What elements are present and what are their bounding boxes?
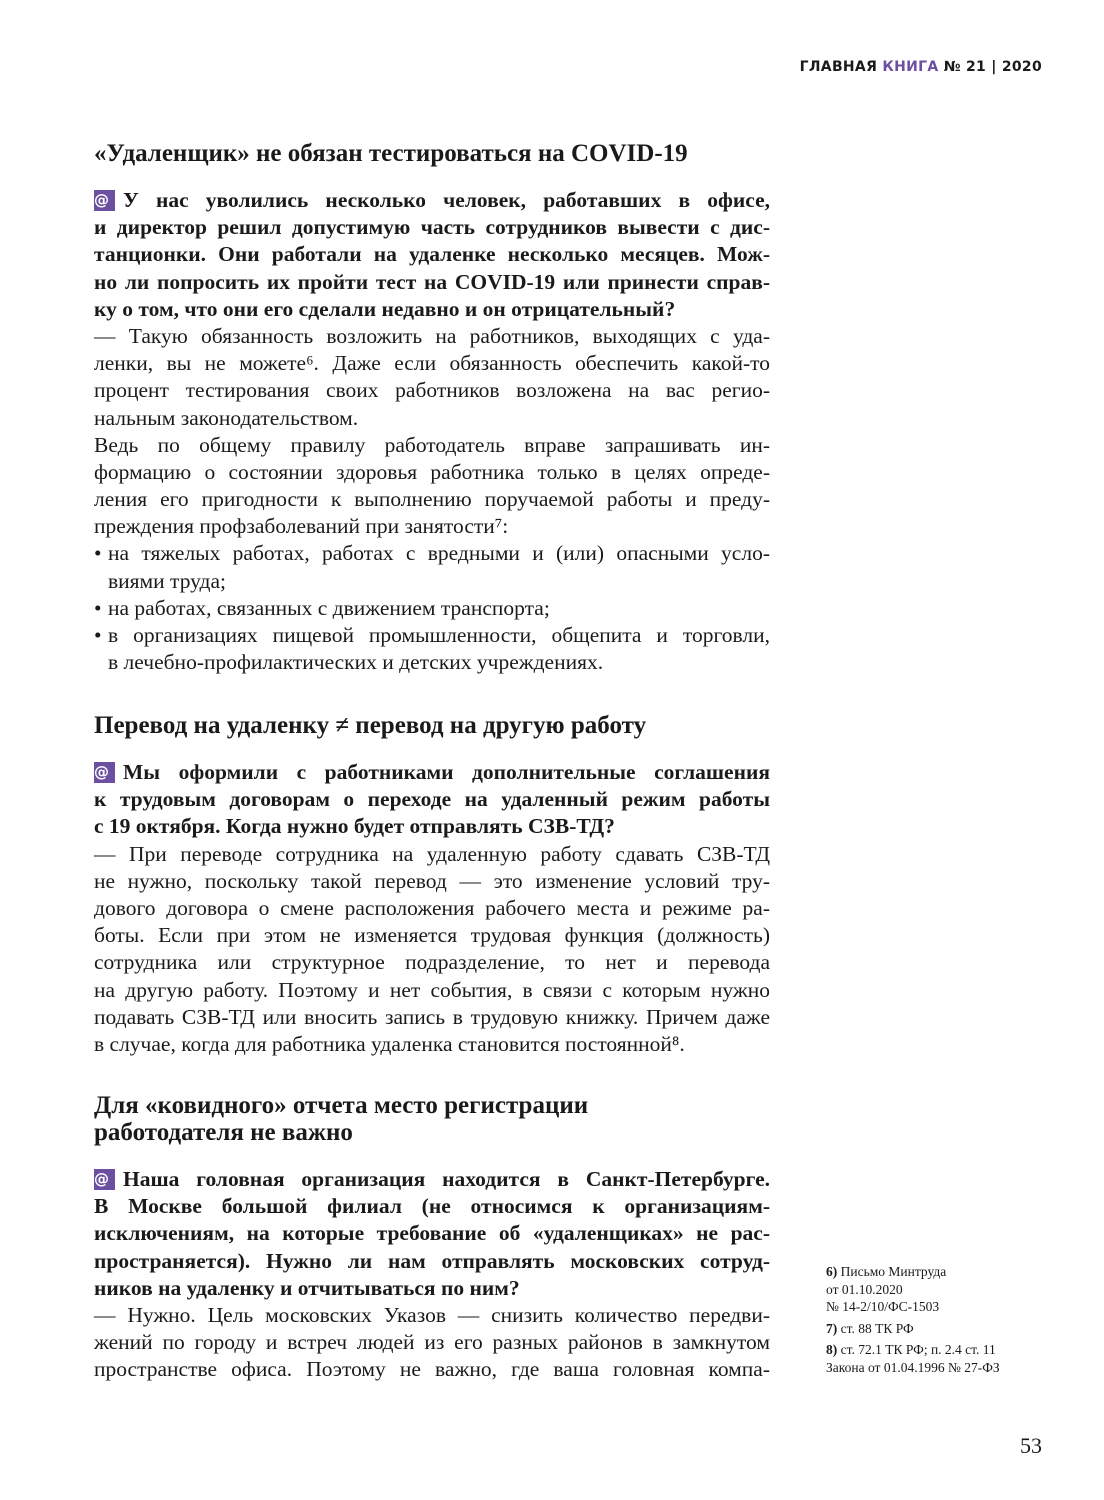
text-line-content: и директор решил допустимую часть сотрудников вывести с дис- xyxy=(94,215,770,240)
bullet-item xyxy=(94,622,770,676)
text-line xyxy=(94,841,770,868)
text-line-content: но ли попросить их пройти тест на COVID-19 или принести справ- xyxy=(94,269,770,294)
answer-paragraph xyxy=(94,841,770,1059)
text-line-content: пространстве офиса. Поэтому не важно, где ваша головная компа- xyxy=(94,1357,770,1382)
text-line xyxy=(94,1302,770,1329)
footnote xyxy=(826,1341,1056,1376)
text-line xyxy=(94,895,770,922)
text-line xyxy=(94,977,770,1004)
text-line xyxy=(94,1193,770,1220)
text-line xyxy=(94,922,770,949)
text-line xyxy=(94,214,770,241)
text-line xyxy=(94,1248,770,1275)
section-covid-test xyxy=(94,140,770,676)
text-line-content: дового договора о смене расположения рабочего места и режиме ра- xyxy=(94,895,770,920)
text-line xyxy=(94,949,770,976)
footnote-text: Закона от 01.04.1996 № 27-ФЗ xyxy=(826,1359,1000,1375)
footnote-line xyxy=(826,1281,1056,1299)
text-line xyxy=(94,269,770,296)
at-icon: @ xyxy=(94,762,115,783)
running-header xyxy=(800,59,1042,75)
section-covid-report xyxy=(94,1092,770,1384)
footnotes xyxy=(826,1263,1056,1380)
bullet-item xyxy=(94,540,770,594)
section-title xyxy=(94,140,770,167)
at-icon: @ xyxy=(94,190,115,211)
text-line-content: В Москве большой филиал (не относимся к организациям- xyxy=(94,1194,770,1219)
footnote-text: Письмо Минтруда xyxy=(840,1264,947,1279)
answer-paragraph xyxy=(94,432,770,541)
footnote-text: № 14-2/10/ФС-1503 xyxy=(826,1299,940,1314)
footnote-number: 6) xyxy=(826,1264,838,1279)
text-line-content: исключениям, на которые требование об «удаленщиках» не рас- xyxy=(94,1221,770,1246)
text-line-content: ления его пригодности к выполнению поручаемой работы и преду- xyxy=(94,487,770,512)
footnote-text: ст. 72.1 ТК РФ; п. 2.4 ст. 11 xyxy=(840,1342,996,1357)
text-line-content: У нас уволились несколько человек, работавших в офисе, xyxy=(123,188,770,212)
text-line-content: формацию о состоянии здоровья работника только в целях опреде- xyxy=(94,459,770,484)
text-line-content: боты. Если при этом не изменяется трудовая функция (должность) xyxy=(94,923,770,948)
text-line-content: с 19 октября. Когда нужно будет отправлять СЗВ-ТД? xyxy=(94,814,615,839)
text-line xyxy=(94,759,770,786)
text-line xyxy=(94,1356,770,1383)
answer-paragraph xyxy=(94,323,770,432)
text-line xyxy=(94,813,770,840)
magazine-name: ГЛАВНАЯ xyxy=(799,59,878,75)
question xyxy=(94,759,770,841)
text-line-content: ников на удаленку и отчитываться по ним? xyxy=(94,1275,520,1300)
question xyxy=(94,187,770,323)
text-line xyxy=(94,1166,770,1193)
section-title-line: Перевод на удаленку ≠ перевод на другую работу xyxy=(94,712,647,739)
text-line xyxy=(94,296,770,323)
text-line-content: в случае, когда для работника удаленка становится постоянной⁸. xyxy=(94,1031,685,1056)
page-number: 53 xyxy=(1020,1433,1042,1458)
text-line xyxy=(94,1004,770,1031)
footnote-line xyxy=(826,1320,1056,1338)
magazine-name-accent: КНИГА xyxy=(882,59,939,75)
text-line xyxy=(94,1275,770,1302)
footnote-line xyxy=(826,1359,1056,1377)
text-line-content: в лечебно-профилактических и детских учреждениях. xyxy=(108,650,604,675)
text-line xyxy=(94,377,770,404)
text-line-content: — При переводе сотрудника на удаленную работу сдавать СЗВ-ТД xyxy=(94,841,770,866)
text-line-content: процент тестирования своих работников возложена на вас регио- xyxy=(94,378,770,403)
text-line xyxy=(94,868,770,895)
footnote-line xyxy=(826,1298,1056,1316)
section-title xyxy=(94,712,770,739)
text-line-content: танционки. Они работали на удаленке несколько месяцев. Мож- xyxy=(94,242,770,267)
text-line xyxy=(94,432,770,459)
at-icon: @ xyxy=(94,1169,115,1190)
footnote-text: от 01.10.2020 xyxy=(826,1281,903,1297)
text-line xyxy=(94,459,770,486)
text-line-content: на тяжелых работах, работах с вредными и (или) опасными усло- xyxy=(108,541,770,566)
text-line-content: на другую работу. Поэтому и нет события, в связи с которым нужно xyxy=(94,977,770,1002)
text-line xyxy=(94,241,770,268)
text-line-content: жений по городу и встреч людей из его разных районов в замкнутом xyxy=(94,1330,770,1355)
text-line xyxy=(94,405,770,432)
text-line xyxy=(94,350,770,377)
text-line-content: сотрудника или структурное подразделение, то нет и перевода xyxy=(94,950,770,975)
question xyxy=(94,1166,770,1302)
text-line-content: Наша головная организация находится в Санкт-Петербурге. xyxy=(123,1167,770,1191)
section-remote-transfer xyxy=(94,712,770,1058)
text-line-content: Ведь по общему правилу работодатель вправе запрашивать ин- xyxy=(94,432,770,457)
section-title-line: «Удаленщик» не обязан тестироваться на COVID-19 xyxy=(94,140,688,167)
issue-number: № 21 | 2020 xyxy=(943,59,1042,75)
answer-paragraph xyxy=(94,1302,770,1384)
text-line xyxy=(94,568,770,595)
text-line xyxy=(94,323,770,350)
text-line xyxy=(94,595,770,622)
text-line-content: ку о том, что они его сделали недавно и он отрицательный? xyxy=(94,296,676,321)
text-line xyxy=(94,1220,770,1247)
section-title-line: работодателя не важно xyxy=(94,1119,353,1146)
section-title xyxy=(94,1092,770,1146)
footnote-number: 8) xyxy=(826,1342,838,1357)
text-line-content: подавать СЗВ-ТД или вносить запись в трудовую книжку. Причем даже xyxy=(94,1004,770,1029)
text-line-content: к трудовым договорам о переходе на удаленный режим работы xyxy=(94,787,770,812)
text-line xyxy=(94,486,770,513)
section-title-line: Для «ковидного» отчета место регистрации xyxy=(94,1092,589,1119)
text-line xyxy=(94,1031,770,1058)
footnote-number: 7) xyxy=(826,1320,838,1336)
text-line-content: ленки, вы не можете⁶. Даже если обязанность обеспечить какой-то xyxy=(94,351,770,376)
text-line-content: в организациях пищевой промышленности, общепита и торговли, xyxy=(108,623,770,647)
text-line-content: на работах, связанных с движением транспорта; xyxy=(108,595,550,620)
footnote-text: ст. 88 ТК РФ xyxy=(840,1320,914,1336)
footnote-line xyxy=(826,1263,1056,1281)
footnote xyxy=(826,1263,1056,1316)
footnote-line xyxy=(826,1341,1056,1359)
footnote xyxy=(826,1320,1056,1338)
text-line xyxy=(94,622,770,649)
text-line xyxy=(94,513,770,540)
text-line xyxy=(94,786,770,813)
text-line xyxy=(94,187,770,214)
text-line-content: — Нужно. Цель московских Указов — снизить количество передви- xyxy=(94,1302,770,1327)
text-line-content: Мы оформили с работниками дополнительные соглашения xyxy=(123,760,770,784)
text-line-content: не нужно, поскольку такой перевод — это изменение условий тру- xyxy=(94,868,770,893)
bullet-item xyxy=(94,595,770,622)
text-line-content: преждения профзаболеваний при занятости⁷: xyxy=(94,514,509,539)
text-line-content: виями труда; xyxy=(108,568,227,593)
text-line xyxy=(94,540,770,567)
text-line xyxy=(94,1329,770,1356)
text-line-content: — Такую обязанность возложить на работников, выходящих с уда- xyxy=(94,323,770,348)
text-line xyxy=(94,649,770,676)
text-line-content: нальным законодательством. xyxy=(94,405,359,430)
text-line-content: пространяется). Нужно ли нам отправлять московских сотруд- xyxy=(94,1248,770,1273)
